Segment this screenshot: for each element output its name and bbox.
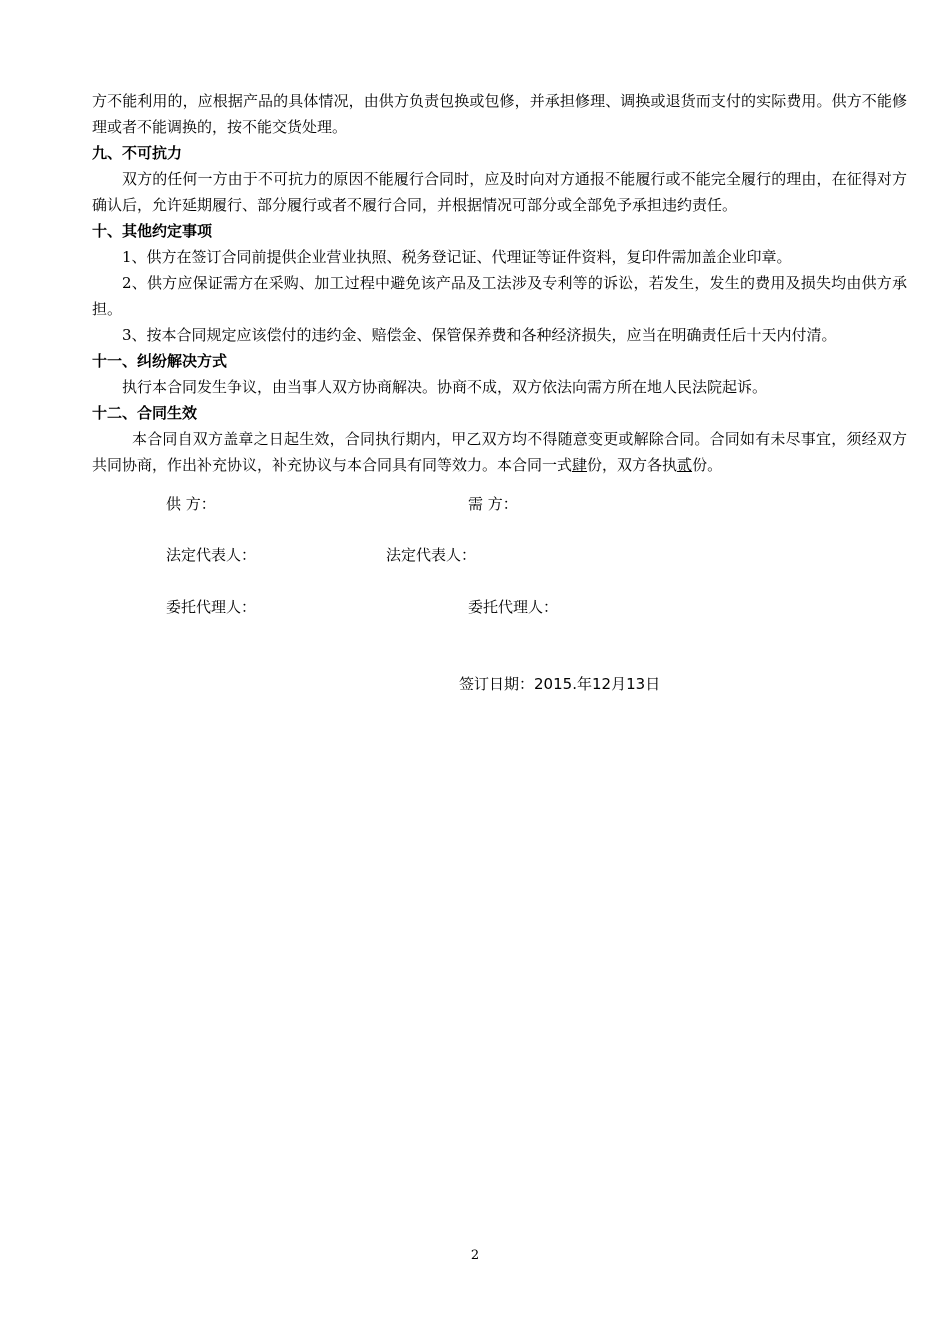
section-9-title: 九、不可抗力	[92, 144, 183, 162]
date-year: 2015.	[534, 675, 577, 693]
agent-left-label: 委托代理人：	[166, 598, 257, 616]
section-12-body	[92, 426, 907, 478]
date-day-unit: 日	[645, 675, 661, 693]
section-11-body: 执行本合同发生争议，由当事人双方协商解决。协商不成，双方依法向需方所在地人民法院起诉。	[122, 378, 768, 396]
section-9-body: 双方的任何一方由于不可抗力的原因不能履行合同时，应及时向对方通报不能履行或不能完全履行的理由，在征得对方确认后，允许延期履行、部分履行或者不履行合同，并根据情况可部分或全部免予承担违约责任。	[92, 170, 907, 214]
legal-rep-left-label: 法定代表人：	[166, 546, 257, 564]
section-11-title: 十一、纠纷解决方式	[92, 352, 228, 370]
section-12-body-b: 份，双方各执	[587, 456, 678, 474]
date-month-unit: 月	[611, 675, 627, 693]
copies-each: 贰	[677, 456, 693, 474]
date-day: 13	[626, 675, 646, 693]
section-10-title: 十、其他约定事项	[92, 222, 213, 240]
date-label: 签订日期：	[459, 675, 535, 693]
agent-right-label: 委托代理人：	[468, 598, 559, 616]
section-12-body-a: 本合同自双方盖章之日起生效，合同执行期内，甲乙双方均不得随意变更或解除合同。合同如有未尽事宜，须经双方共同协商，作出补充协议，补充协议与本合同具有同等效力。本合同一式	[92, 430, 907, 474]
legal-rep-right-label: 法定代表人：	[386, 546, 477, 564]
page-number: 2	[470, 1248, 480, 1263]
section-10-item-3: 3、按本合同规定应该偿付的违约金、赔偿金、保管保养费和各种经济损失，应当在明确责任后十天内付清。	[122, 326, 837, 344]
section-12-title: 十二、合同生效	[92, 404, 198, 422]
section-10-item-1: 1、供方在签订合同前提供企业营业执照、税务登记证、代理证等证件资料，复印件需加盖企业印章。	[122, 248, 792, 266]
copies-count: 肆	[572, 456, 588, 474]
continuation-paragraph: 方不能利用的，应根据产品的具体情况，由供方负责包换或包修，并承担修理、调换或退货而支付的实际费用。供方不能修理或者不能调换的，按不能交货处理。	[92, 92, 907, 136]
buyer-label: 需 方：	[468, 495, 518, 513]
date-month: 12	[591, 675, 612, 693]
section-10-item-2: 2、供方应保证需方在采购、加工过程中避免该产品及工法涉及专利等的诉讼，若发生，发生的费用及损失均由供方承担。	[92, 274, 907, 318]
supplier-label: 供 方：	[166, 495, 216, 513]
date-year-unit: 年	[576, 675, 592, 693]
section-12-body-c: 份。	[692, 456, 723, 474]
signing-date	[459, 674, 660, 694]
contract-body	[92, 88, 907, 478]
